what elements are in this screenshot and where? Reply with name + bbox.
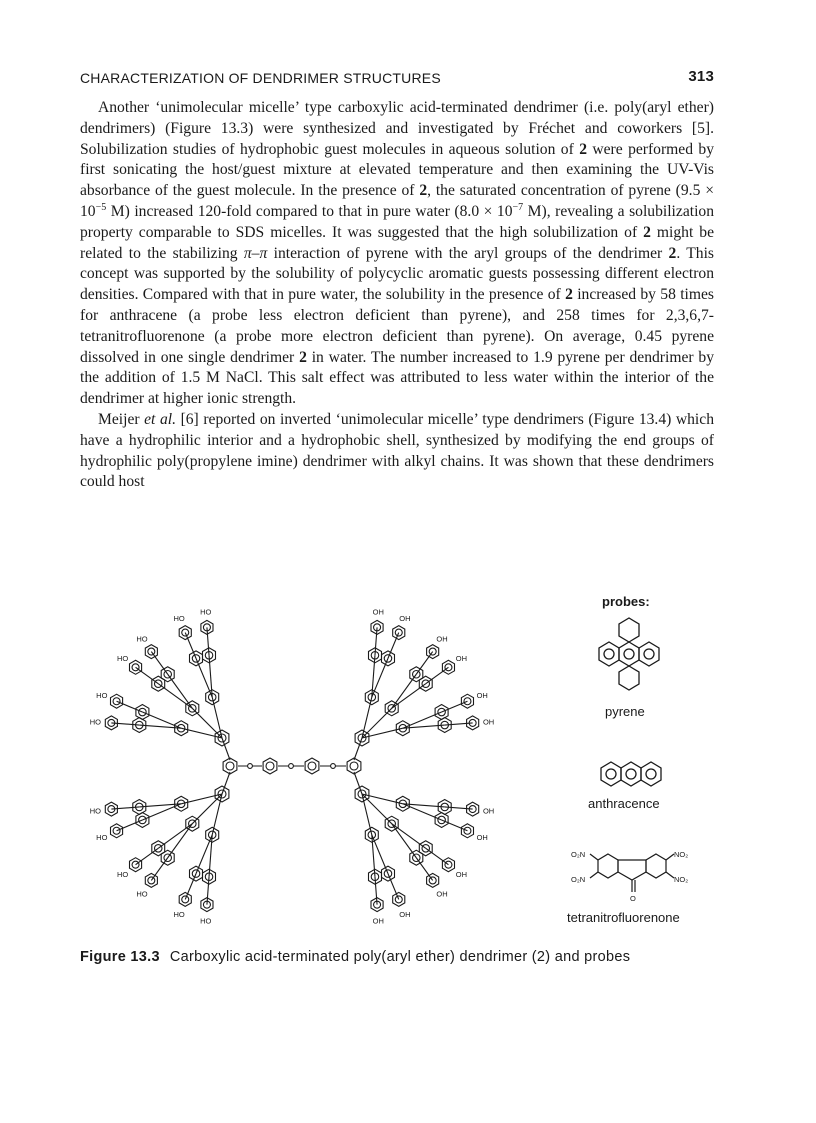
running-title: CHARACTERIZATION OF DENDRIMER STRUCTURES (80, 70, 441, 86)
terminal-aryl (442, 858, 454, 872)
bond (136, 848, 159, 864)
et-al: et al. (144, 410, 176, 428)
chem-label: OH (372, 607, 384, 617)
compound-ref: 2 (668, 244, 677, 262)
terminal-aryl (461, 694, 473, 708)
bond (362, 708, 392, 738)
chem-label: HO (89, 806, 102, 816)
bond (207, 877, 209, 905)
core-aryl (223, 758, 237, 774)
bond (416, 652, 432, 675)
chem-label: OH (436, 634, 448, 644)
tetranitrofluorenone-structure (590, 854, 674, 892)
bond (426, 848, 449, 864)
chem-label: OH (482, 806, 495, 816)
bond (445, 807, 473, 809)
bond (362, 697, 372, 738)
terminal-aryl (442, 660, 454, 674)
paragraph-1 (80, 98, 714, 410)
text-run: , the saturated concentration of pyrene (9.5 × 10 (80, 182, 715, 220)
core-aryl (347, 758, 361, 774)
probe-label-pyrene: pyrene (605, 704, 645, 719)
chem-label: HO (116, 653, 129, 663)
chem-label: OH (476, 691, 488, 701)
pi-pi-symbol: π–π (243, 244, 268, 262)
bond (445, 723, 473, 725)
text-run: interaction of pyrene with the aryl groups of the dendrimer (267, 244, 669, 262)
bond (158, 824, 192, 849)
chem-label: OH (482, 717, 495, 727)
bond (416, 858, 432, 881)
core-aryl-ring (226, 762, 234, 770)
chem-label: HO (136, 634, 148, 644)
chem-label: OH (455, 653, 468, 663)
chem-label: OH (399, 613, 411, 623)
figure-13-3 (80, 574, 714, 934)
chem-label: OH (436, 889, 448, 899)
chem-label: HO (173, 613, 185, 623)
probes-title: probes: (602, 594, 650, 609)
chem-label: HO (173, 910, 185, 920)
text-run: Meijer (98, 410, 145, 428)
compound-ref: 2 (643, 223, 651, 241)
core-aryl-ring (350, 762, 358, 770)
text-run: Another ‘unimolecular micelle’ type carboxylic acid-terminated dendrimer (i.e. poly(aryl ether) dendrimers) (Figure 13.3) were synthesized and investigated by Fréchet and coworkers [5]. Solubilization studies of hydrophobic guest molecules in aqueous solution of (80, 99, 714, 158)
text-run: increased by 58 times for anthracene (a probe less electron deficient than pyrene), and 258 times for 2,3,6,7-tetranitrofluorenone (a probe more electron deficient than pyrene). On average, 0.45 pyrene dissolved in one single dendrimer (80, 286, 714, 366)
bond (168, 674, 193, 708)
text-run: might be related to the stabilizing (80, 223, 714, 262)
probe-label-tetranitrofluorenone: tetranitrofluorenone (567, 910, 680, 925)
chem-label: HO (89, 717, 102, 727)
terminal-aryl (130, 660, 142, 674)
terminal-aryl (111, 824, 123, 838)
ether-oxygen (289, 764, 294, 769)
figure-caption (80, 948, 714, 967)
bond (168, 824, 193, 858)
terminal-aryl (461, 824, 473, 838)
bond (207, 627, 209, 655)
compound-ref: 2 (299, 348, 307, 366)
bond (212, 794, 222, 835)
text-run: . This concept was supported by the solubility of polycyclic aromatic guests possessing different electron densities. Compared with that in pure water, the solubility in the presence of (80, 244, 714, 304)
pyrene-structure (599, 618, 659, 690)
ether-oxygen (331, 764, 336, 769)
nitro-label: O₂N (571, 850, 586, 859)
page-number: 313 (688, 68, 714, 85)
bond (111, 807, 139, 809)
text-run: [6] reported on inverted ‘unimolecular micelle’ type dendrimers (Figure 13.4) which have a hydrophilic interior and a hydrophobic shell, synthesized by modifying the end groups of hydrophilic poly(propylene imine) dendrimer with alkyl chains. It was shown that these dendrimers could host (80, 410, 714, 491)
anthracene-structure (601, 762, 661, 786)
bond (111, 723, 139, 725)
terminal-aryl (111, 694, 123, 708)
chem-label: OH (399, 910, 411, 920)
core-aryl-ring (266, 762, 274, 770)
caption-text: Carboxylic acid-terminated poly(aryl ether) dendrimer (2) and probes (169, 949, 631, 965)
terminal-aryl (130, 858, 142, 872)
nitro-label: NO₂ (674, 875, 689, 884)
chem-label: HO (136, 889, 148, 899)
chem-label: OH (476, 832, 488, 842)
bond (426, 667, 449, 683)
nitro-label: O₂N (571, 875, 586, 884)
text-run: M), revealing a solubilization property comparable to SDS micelles. It was suggested that the high solubilization of (80, 202, 714, 241)
chem-label: OH (455, 870, 468, 880)
bond (392, 684, 426, 709)
compound-ref: 2 (419, 182, 428, 200)
bond (151, 652, 167, 675)
bond (158, 684, 192, 709)
body-text (80, 98, 714, 493)
bond (392, 824, 426, 849)
running-header (80, 66, 714, 90)
chem-label: HO (96, 832, 108, 842)
bond (192, 708, 222, 738)
terminal-aryl-ring (445, 664, 452, 671)
exponent: −5 (95, 201, 107, 213)
core-aryl-ring (308, 762, 316, 770)
ketone-oxygen: O (630, 894, 636, 903)
exponent: −7 (512, 201, 524, 213)
text-run: were performed by first sonicating the host/guest mixture at elevated temperature and then examining the UV-Vis absorbance of the guest molecule. In the presence of (80, 140, 715, 200)
ether-oxygen (248, 764, 253, 769)
bond (136, 667, 159, 683)
nitro-label: NO₂ (674, 850, 689, 859)
text-run: M) increased 120-fold compared to that in pure water (8.0 × 10 (106, 202, 513, 220)
chem-label: OH (372, 916, 384, 926)
bond (362, 794, 392, 824)
bond (151, 858, 167, 881)
compound-ref: 2 (579, 140, 587, 158)
compound-ref: 2 (565, 286, 573, 304)
bond (375, 627, 377, 655)
terminal-aryl-ring (132, 664, 139, 671)
bond (362, 794, 372, 835)
core-aryl (263, 758, 277, 774)
bond (375, 877, 377, 905)
chem-label: HO (200, 916, 212, 926)
core-aryl (305, 758, 319, 774)
bond (392, 824, 417, 858)
text-run: in water. The number increased to 1.9 pyrene per dendrimer by the addition of 1.5 M NaCl. This salt effect was attributed to less water within the interior of the dendrimer at higher ionic strength. (80, 348, 714, 408)
caption-label: Figure 13.3 (80, 949, 160, 965)
probe-label-anthracence: anthracence (588, 796, 660, 811)
figure-drawing (80, 574, 714, 934)
bond (192, 794, 222, 824)
chem-label: HO (200, 607, 212, 617)
dendrimer-structure (90, 607, 494, 925)
bond (212, 697, 222, 738)
chem-label: HO (96, 691, 108, 701)
chem-label: HO (116, 870, 129, 880)
paragraph-2 (80, 410, 714, 493)
bond (392, 674, 417, 708)
probes-panel (567, 594, 688, 925)
